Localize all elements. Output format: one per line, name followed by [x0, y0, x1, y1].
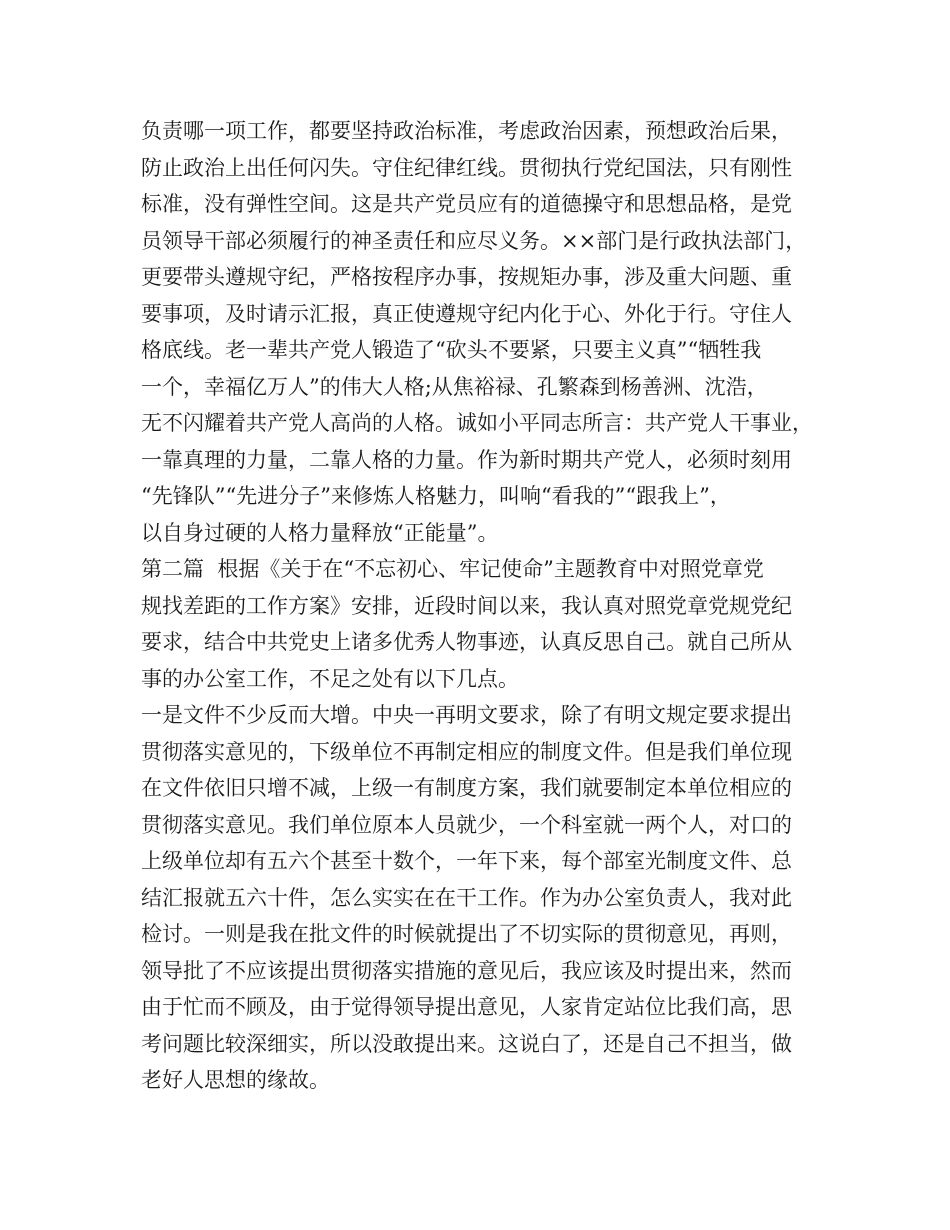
text-line: 事的办公室工作，不足之处有以下几点。	[141, 666, 519, 691]
text-line: 在文件依旧只增不减，上级一有制度方案，我们就要制定本单位相应的	[141, 776, 792, 800]
text-line: 检讨。一则是我在批文件的时候就提出了不切实际的贯彻意见，再则，	[141, 922, 792, 946]
text-line: 要求，结合中共党史上诸多优秀人物事迹，认真反思自己。就自己所从	[141, 630, 792, 654]
text-line: 标准，没有弹性空间。这是共产党员应有的道德操守和思想品格，是党	[141, 192, 792, 216]
text-line: 防止政治上出任何闪失。守住纪律红线。贯彻执行党纪国法，只有刚性	[141, 155, 792, 180]
text-line: 更要带头遵规守纪，严格按程序办事，按规矩办事，涉及重大问题、重	[141, 265, 792, 289]
text-line: 一个，幸福亿万人”的伟大人格;从焦裕禄、孔繁森到杨善洲、沈浩，	[141, 374, 768, 399]
text-line: 一是文件不少反而大增。中央一再明文要求，除了有明文规定要求提出	[141, 703, 792, 727]
text-line: 结汇报就五六十件，怎么实实在在干工作。作为办公室负责人，我对此	[141, 885, 792, 910]
text-line: 上级单位却有五六个甚至十数个，一年下来，每个部室光制度文件、总	[141, 849, 792, 873]
text-line: 以自身过硬的人格力量释放“正能量”。	[141, 520, 499, 545]
text-line: 老好人思想的缘故。	[141, 1068, 330, 1092]
text-line: 贯彻落实意见的，下级单位不再制定相应的制度文件。但是我们单位现	[141, 739, 792, 764]
text-line: 规找差距的工作方案》安排，近段时间以来，我认真对照党章党规党纪	[141, 593, 792, 618]
text-line: 格底线。老一辈共产党人锻造了“砍头不要紧，只要主义真”“牺牲我	[141, 338, 762, 362]
text-line: 由于忙而不顾及，由于觉得领导提出意见，人家肯定站位比我们高，思	[141, 995, 792, 1019]
text-line: 无不闪耀着共产党人高尚的人格。诚如小平同志所言：共产党人干事业，	[141, 411, 813, 435]
text-line: “先锋队”“先进分子”来修炼人格魅力，叫响“看我的”“跟我上”，	[141, 484, 731, 508]
text-line: 贯彻落实意见。我们单位原本人员就少，一个科室就一两个人，对口的	[141, 812, 792, 837]
text-line: 领导批了不应该提出贯彻落实措施的意见后，我应该及时提出来，然而	[141, 958, 792, 983]
body-text	[141, 113, 821, 1099]
text-line: 员领导干部必须履行的神圣责任和应尽义务。××部门是行政执法部门，	[141, 228, 807, 253]
text-line: 要事项，及时请示汇报，真正使遵规守纪内化于心、外化于行。守住人	[141, 301, 792, 326]
text-line: 负责哪一项工作，都要坚持政治标准，考虑政治因素，预想政治后果，	[141, 119, 792, 143]
text-line: 考问题比较深细实，所以没敢提出来。这说白了，还是自己不担当，做	[141, 1031, 792, 1056]
text-line: 一靠真理的力量，二靠人格的力量。作为新时期共产党人，必须时刻用	[141, 447, 792, 472]
section-heading-line: 第二篇 根据《关于在“不忘初心、牢记使命”主题教育中对照党章党	[141, 557, 764, 581]
